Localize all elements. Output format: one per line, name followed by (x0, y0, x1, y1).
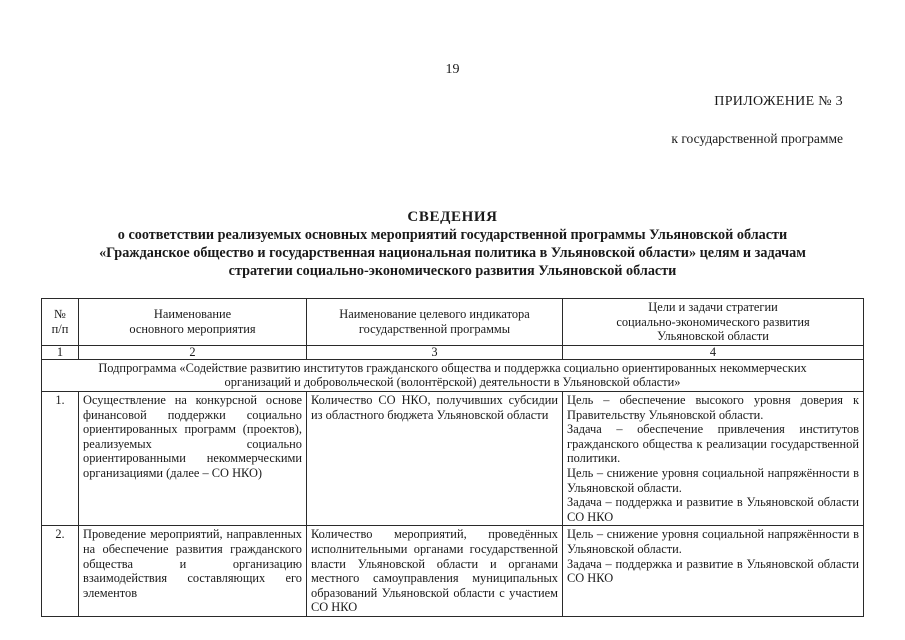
header-goals-line1: Цели и задачи стратегии (648, 300, 778, 314)
event-name: Проведение мероприятий, направленных на обеспечение развития гражданского общества и организацию взаимодействия составляющих его элементов (79, 526, 307, 617)
document-heading (40, 208, 865, 280)
goals-cell (563, 526, 864, 617)
heading-line-2: «Гражданское общество и государственная национальная политика в Ульяновской области» целям и задачам (99, 245, 806, 261)
header-indicator (307, 299, 563, 346)
heading-line-3: стратегии социально-экономического развития Ульяновской области (228, 263, 677, 279)
header-goals (563, 299, 864, 346)
header-number-line1: № (54, 307, 66, 322)
compliance-table (41, 298, 864, 617)
heading-main: СВЕДЕНИЯ (407, 209, 498, 225)
header-goals-line2: социально-экономического развития (616, 314, 810, 329)
column-number-row (42, 345, 864, 359)
table-row (42, 526, 864, 617)
header-number (42, 299, 79, 346)
goal-item: Цель – снижение уровня социальной напряжённости в Ульяновской области. (567, 527, 859, 556)
table-row (42, 391, 864, 525)
column-number: 3 (307, 345, 563, 359)
header-goals-line3: Ульяновской области (657, 329, 769, 344)
goals-cell (563, 391, 864, 525)
header-indicator-line1: Наименование целевого индикатора (339, 307, 530, 322)
header-event (79, 299, 307, 346)
header-event-line1: Наименование (153, 307, 232, 322)
goal-item: Задача – поддержка и развитие в Ульяновской области СО НКО (567, 495, 859, 524)
appendix-title: ПРИЛОЖЕНИЕ № 3 (714, 94, 843, 109)
header-event-line2: основного мероприятия (129, 321, 256, 336)
goal-item: Задача – обеспечение привлечения институтов гражданского общества к реализации государственной политики. (567, 422, 859, 466)
row-number: 1. (42, 391, 79, 525)
heading-line-1: о соответствии реализуемых основных мероприятий государственной программы Ульяновской области (117, 227, 788, 243)
header-number-line2: п/п (51, 321, 69, 336)
goal-item: Цель – снижение уровня социальной напряжённости в Ульяновской области. (567, 465, 859, 495)
column-number: 2 (79, 345, 307, 359)
table-header-row (42, 299, 864, 346)
page-number: 19 (445, 62, 460, 77)
goal-item: Задача – поддержка и развитие в Ульяновской области СО НКО (567, 556, 859, 586)
subprogram-title: Подпрограмма «Содействие развитию институтов гражданского общества и поддержка социально ориентированных некоммерческих организаций и добровольческой (волонтёрской) деятельности в Ульяновской области» (42, 359, 864, 391)
appendix-subtitle: к государственной программе (671, 131, 843, 146)
indicator-name: Количество мероприятий, проведённых исполнительными органами государственной власти Ульяновской области и органами местного самоуправления муниципальных образований Ульяновской области с участием СО НКО (307, 526, 563, 617)
event-name: Осуществление на конкурсной основе финансовой поддержки социально ориентированных программ (проектов), реализуемых социально ориентированными некоммерческими организациями (далее – СО НКО) (79, 391, 307, 525)
subprogram-row (42, 359, 864, 391)
column-number: 1 (42, 345, 79, 359)
header-indicator-line2: государственной программы (358, 321, 511, 336)
row-number: 2. (42, 526, 79, 617)
column-number: 4 (563, 345, 864, 359)
indicator-name: Количество СО НКО, получивших субсидии из областного бюджета Ульяновской области (307, 391, 563, 525)
goal-item: Цель – обеспечение высокого уровня доверия к Правительству Ульяновской области. (567, 392, 859, 422)
